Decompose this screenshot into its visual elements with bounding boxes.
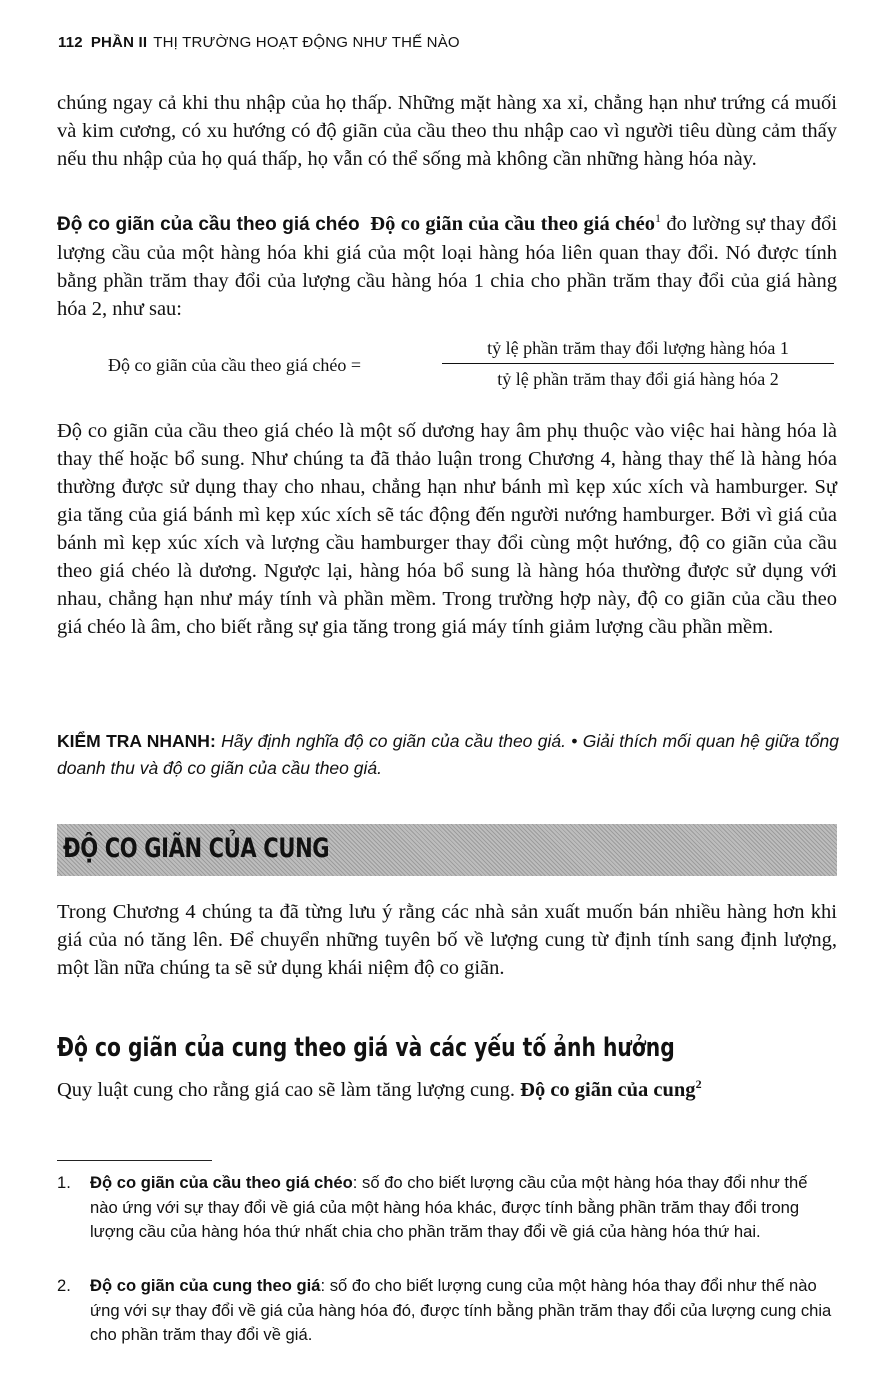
quick-check-label: KIỂM TRA NHANH:: [57, 731, 216, 751]
defined-term: Độ co giãn của cầu theo giá chéo: [370, 213, 655, 235]
footnote-term: Độ co giãn của cầu theo giá chéo: [90, 1173, 353, 1192]
footnote-divider: [57, 1160, 212, 1161]
running-header: [58, 34, 460, 51]
paragraph-cross-price-elasticity: [57, 210, 837, 323]
section-title: ĐỘ CO GIÃN CỦA CUNG: [63, 833, 330, 864]
section-banner: [57, 824, 837, 876]
formula-fraction: [442, 338, 834, 390]
footnote-2: [57, 1274, 837, 1348]
footnote-text: : số đo cho biết lượng cầu của một hàng hóa thay đổi như thế nào ứng với sự thay đổi về giá của một hàng hóa khác, được tính bằng phần trăm thay đổi trong lượng cầu của hàng hóa thứ nhất chia cho phần trăm thay đổi về giá của hàng hóa thứ hai.: [90, 1173, 808, 1241]
quick-check: [57, 728, 839, 782]
subsection-title: Độ co giãn của cung theo giá và các yếu tố ảnh hưởng: [57, 1033, 675, 1063]
formula-lhs: Độ co giãn của cầu theo giá chéo =: [108, 355, 362, 375]
footnote-body: [90, 1171, 837, 1245]
footnote-term: Độ co giãn của cung theo giá: [90, 1276, 321, 1295]
paragraph-income-elasticity: chúng ngay cả khi thu nhập của họ thấp. Những mặt hàng xa xỉ, chẳng hạn như trứng cá muối và kim cương, có xu hướng có độ giãn của cầu theo thu nhập cao vì người tiêu dùng cảm thấy nếu thu nhập của họ quá thấp, họ vẫn có thể sống mà không cần những hàng hóa này.: [57, 92, 837, 170]
supply-elasticity-term: Độ co giãn của cung: [520, 1079, 696, 1101]
footnote-marker-1: 1: [654, 211, 661, 226]
footnote-1: [57, 1171, 837, 1245]
run-in-heading: Độ co giãn của cầu theo giá chéo: [57, 214, 360, 235]
footnote-marker-2: 2: [695, 1077, 702, 1092]
cross-elasticity-formula: [108, 338, 838, 400]
footnote-number: 2.: [57, 1276, 71, 1295]
supply-law-text: Quy luật cung cho rằng giá cao sẽ làm tăng lượng cung.: [57, 1079, 516, 1101]
paragraph-substitutes-complements: Độ co giãn của cầu theo giá chéo là một số dương hay âm phụ thuộc vào việc hai hàng hóa là thay thế hoặc bổ sung. Như chúng ta đã thảo luận trong Chương 4, hàng thay thế là hàng hóa thường được sử dụng thay cho nhau, chẳng hạn như bánh mì kẹp xúc xích và hamburger. Sự gia tăng của giá bánh mì kẹp xúc xích sẽ tác động đến người nướng hamburger. Bởi vì giá của bánh mì kẹp xúc xích và lượng cầu hamburger thay đổi cùng một hướng, độ co giãn của cầu theo giá chéo là dương. Ngược lại, hàng hóa bổ sung là hàng hóa thường được sử dụng với nhau, chẳng hạn như máy tính và phần mềm. Trong trường hợp này, độ co giãn của cầu theo giá chéo là âm, cho biết rằng sự gia tăng trong giá máy tính giảm lượng cầu phần mềm.: [57, 420, 837, 638]
quick-check-text: Hãy định nghĩa độ co giãn của cầu theo giá. • Giải thích mối quan hệ giữa tổng doanh thu và độ co giãn của cầu theo giá.: [57, 731, 839, 778]
footnote-number: 1.: [57, 1173, 71, 1192]
formula-denominator: tỷ lệ phần trăm thay đổi giá hàng hóa 2: [497, 369, 779, 389]
paragraph-supply-law: [57, 1076, 847, 1104]
footnote-text: : số đo cho biết lượng cung của một hàng hóa thay đổi như thế nào ứng với sự thay đổi về giá của hàng hóa đó, được tính bằng phần trăm thay đổi của lượng cung chia cho phần trăm thay đổi về giá.: [90, 1276, 832, 1344]
formula-numerator: tỷ lệ phần trăm thay đổi lượng hàng hóa 1: [442, 338, 834, 364]
cross-body: đo lường sự thay đổi lượng cầu của một hàng hóa khi giá của một loại hàng hóa liên quan thay đổi. Nó được tính bằng phần trăm thay đổi của lượng cầu hàng hóa 1 chia cho phần trăm thay đổi của giá hàng hóa 2, như sau:: [57, 213, 838, 320]
page-number: 112: [58, 34, 83, 51]
footnote-body: [90, 1274, 837, 1348]
paragraph-supply-intro: Trong Chương 4 chúng ta đã từng lưu ý rằng các nhà sản xuất muốn bán nhiều hàng hơn khi giá của nó tăng lên. Để chuyển những tuyên bố về lượng cung từ định tính sang định lượng, một lần nữa chúng ta sẽ sử dụng khái niệm độ co giãn.: [57, 901, 837, 979]
part-label: PHẦN II: [90, 34, 148, 51]
chapter-title: THỊ TRƯỜNG HOẠT ĐỘNG NHƯ THẾ NÀO: [153, 34, 460, 51]
